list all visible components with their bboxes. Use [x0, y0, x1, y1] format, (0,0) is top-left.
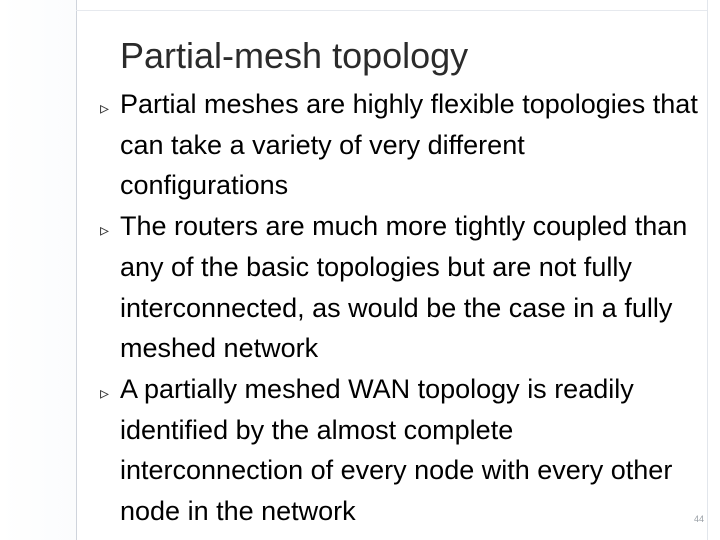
- bullet-item: [100, 206, 700, 369]
- bullet-item: [100, 84, 700, 206]
- bullet-item: [100, 369, 700, 532]
- top-frame-line: [76, 0, 708, 11]
- bullet-text: The routers are much more tightly coupled than any of the basic topologies but are not fully interconnected, as would be the case in a fully meshed network: [120, 211, 688, 364]
- bullet-text: Partial meshes are highly flexible topologies that can take a variety of very different configurations: [120, 89, 698, 201]
- bullet-list: [100, 84, 700, 532]
- hollow-triangle-bullet-icon: ▹: [100, 98, 110, 118]
- bullet-text: A partially meshed WAN topology is readily identified by the almost complete interconnection of every node with every other node in the network: [120, 373, 673, 527]
- left-frame-panel: [0, 0, 77, 540]
- page-number: 44: [693, 514, 704, 524]
- right-frame-panel: [707, 0, 720, 540]
- hollow-triangle-bullet-icon: ▹: [100, 220, 110, 241]
- slide-title: Partial-mesh topology: [120, 35, 469, 76]
- hollow-triangle-bullet-icon: ▹: [100, 382, 110, 403]
